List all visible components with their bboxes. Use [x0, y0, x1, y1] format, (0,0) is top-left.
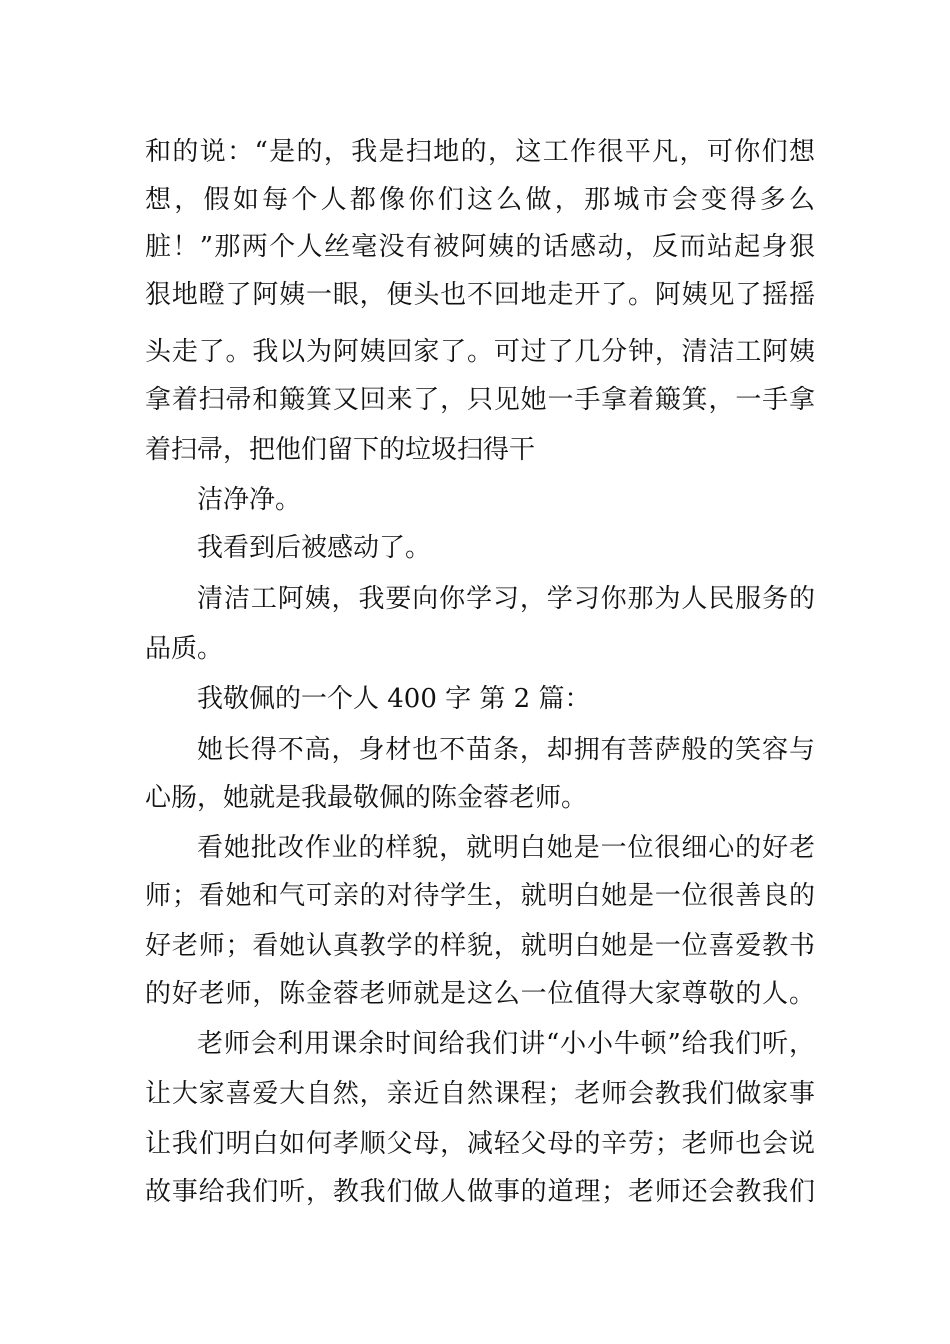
text-line: 拿着扫帚和簸箕又回来了，只见她一手拿着簸箕，一手拿: [145, 385, 815, 415]
text-line: 着扫帚，把他们留下的垃圾扫得干: [145, 435, 536, 465]
text-line: 好老师；看她认真教学的样貌，就明白她是一位喜爱教书: [145, 931, 815, 961]
text-line: 让我们明白如何孝顺父母，减轻父母的辛劳；老师也会说: [145, 1129, 815, 1159]
text-line: 她长得不高，身材也不苗条，却拥有菩萨般的笑容与: [197, 735, 815, 765]
text-line: 心肠，她就是我最敬佩的陈金蓉老师。: [145, 783, 588, 813]
text-line: 故事给我们听，教我们做人做事的道理；老师还会教我们: [145, 1177, 815, 1207]
text-line: 头走了。我以为阿姨回家了。可过了几分钟，清洁工阿姨: [145, 337, 815, 367]
text-line: 脏！”那两个人丝毫没有被阿姨的话感动，反而站起身狠: [145, 232, 815, 262]
text-line: 洁净净。: [197, 485, 302, 515]
text-line: 看她批改作业的样貌，就明白她是一位很细心的好老: [197, 833, 815, 863]
text-line: 和的说：“是的，我是扫地的，这工作很平凡，可你们想: [145, 137, 815, 167]
text-line: 让大家喜爱大自然，亲近自然课程；老师会教我们做家事: [145, 1079, 815, 1109]
text-line: 我看到后被感动了。: [197, 533, 432, 563]
text-line: 的好老师，陈金蓉老师就是这么一位值得大家尊敬的人。: [145, 979, 815, 1009]
text-line: 想，假如每个人都像你们这么做，那城市会变得多么: [145, 185, 815, 215]
text-line: 老师会利用课余时间给我们讲“小小牛顿”给我们听，: [197, 1029, 815, 1059]
text-line: 师；看她和气可亲的对待学生，就明白她是一位很善良的: [145, 881, 815, 911]
text-line: 清洁工阿姨，我要向你学习，学习你那为人民服务的: [197, 584, 815, 614]
text-line: 品质。: [145, 634, 224, 664]
text-line: 狠地瞪了阿姨一眼，便头也不回地走开了。阿姨见了摇摇: [145, 280, 815, 310]
section-heading: 我敬佩的一个人 400 字 第 2 篇：: [197, 684, 591, 714]
